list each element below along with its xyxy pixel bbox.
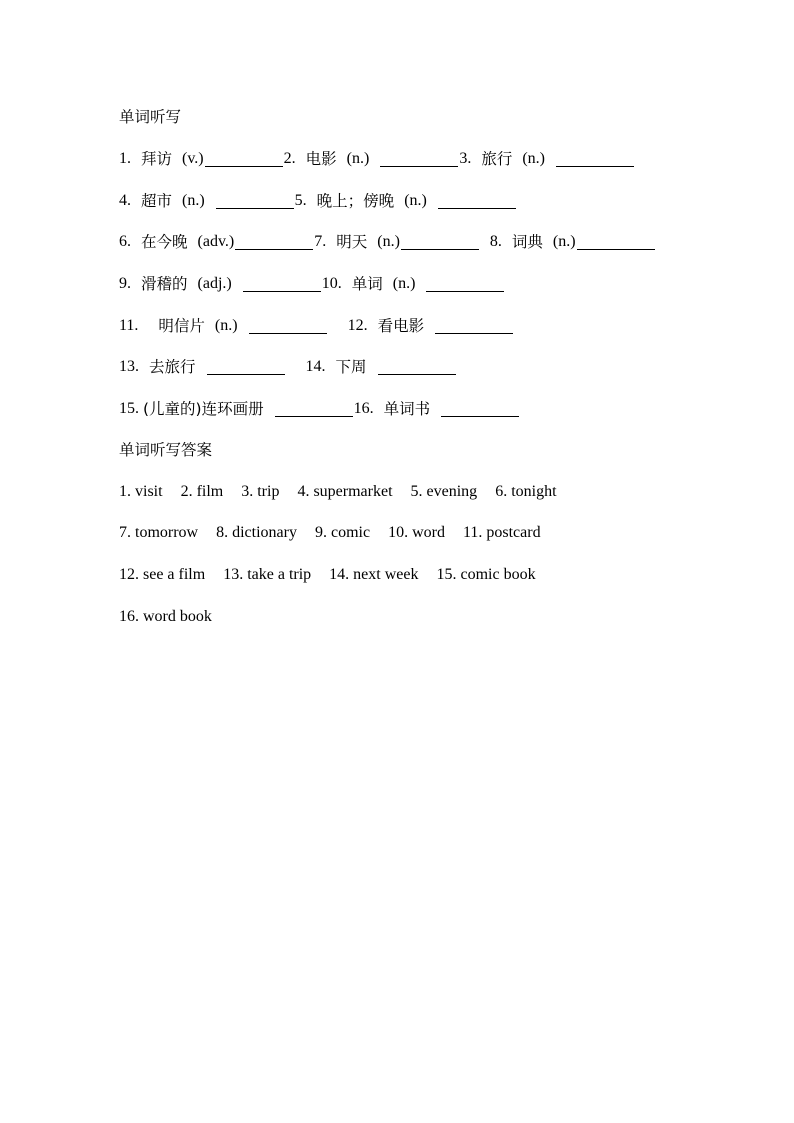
answer-item: 11. postcard: [462, 524, 541, 541]
answer-blank[interactable]: [438, 207, 516, 209]
answer-item: 4. supermarket: [297, 483, 393, 500]
answer-item: 8. dictionary: [216, 524, 297, 541]
item-number: 8.: [489, 233, 502, 250]
answer-item: 9. comic: [314, 524, 371, 541]
item-pos: (n.): [214, 317, 238, 334]
answer-item: 2. film: [180, 483, 224, 500]
item-number: 6.: [119, 233, 131, 250]
item-chinese: 超市: [141, 192, 173, 210]
answer-row-2: [119, 522, 541, 544]
answer-item: 3. trip: [241, 483, 280, 500]
item-pos: (n.): [522, 150, 545, 167]
item-pos: (n.): [182, 192, 205, 209]
item-number: 16.: [353, 400, 374, 417]
item-chinese: 明信片: [158, 317, 205, 335]
answer-blank[interactable]: [556, 165, 634, 167]
answer-row-3: [119, 564, 536, 586]
answer-item: 5. evening: [410, 483, 478, 500]
item-chinese: 单词: [351, 275, 383, 293]
item-number: 2.: [283, 150, 296, 167]
item-number: 13.: [119, 358, 139, 375]
answer-title: 单词听写答案: [119, 441, 213, 459]
item-chinese: 旅行: [481, 150, 513, 168]
dictation-row-3: [119, 231, 656, 253]
item-chinese: 晚上；傍晚: [316, 192, 395, 210]
item-chinese: 词典: [511, 233, 543, 251]
item-number: 12.: [347, 317, 368, 334]
dictation-row-7: [119, 398, 520, 420]
item-number: 1.: [119, 150, 131, 167]
answer-row-4: [119, 606, 212, 628]
item-pos: (n.): [404, 192, 427, 209]
answer-blank[interactable]: [441, 415, 519, 417]
item-number: 10.: [321, 275, 342, 292]
answer-blank[interactable]: [426, 290, 504, 292]
item-chinese: 看电影: [377, 317, 425, 335]
section-title: 单词听写: [119, 108, 182, 126]
answer-item: 10. word: [388, 524, 445, 541]
dictation-row-4: [119, 273, 505, 295]
answer-blank[interactable]: [380, 165, 458, 167]
item-chinese: 电影: [305, 150, 337, 168]
dictation-row-6: [119, 356, 457, 378]
answer-blank[interactable]: [216, 207, 294, 209]
item-number: 14.: [305, 358, 326, 375]
answer-blank[interactable]: [401, 248, 479, 250]
item-number: 5.: [294, 192, 307, 209]
answer-item: 1. visit: [119, 483, 163, 500]
dictation-row-2: [119, 190, 517, 212]
item-pos: (adj.): [197, 275, 232, 292]
answer-item: 6. tonight: [495, 483, 557, 500]
answer-blank[interactable]: [577, 248, 655, 250]
answer-blank[interactable]: [243, 290, 321, 292]
item-chinese: 下周: [335, 358, 367, 376]
dictation-row-1: [119, 148, 635, 170]
item-chinese: 单词书: [383, 400, 431, 418]
answer-row-1: [119, 481, 557, 503]
answer-item: 7. tomorrow: [119, 524, 199, 541]
answer-item: 12. see a film: [119, 566, 206, 583]
dictation-row-5: [119, 315, 514, 337]
item-pos: (n.): [346, 150, 370, 167]
item-pos: (v.): [182, 150, 204, 167]
item-number: 7.: [314, 233, 327, 250]
item-chinese: (儿童的)连环画册: [143, 400, 264, 418]
item-pos: (n.): [552, 233, 576, 250]
item-number: 9.: [119, 275, 131, 292]
answer-item: 13. take a trip: [223, 566, 312, 583]
item-chinese: 滑稽的: [141, 275, 188, 293]
answer-blank[interactable]: [275, 415, 353, 417]
item-number: 11.: [119, 317, 139, 334]
item-chinese: 拜访: [141, 150, 173, 168]
answer-blank[interactable]: [435, 332, 513, 334]
answer-item: 15. comic book: [436, 566, 536, 583]
item-chinese: 明天: [336, 233, 368, 251]
answer-item: 16. word book: [119, 608, 212, 625]
answer-blank[interactable]: [207, 373, 285, 375]
item-number: 15.: [119, 400, 139, 417]
answer-item: 14. next week: [329, 566, 419, 583]
item-pos: (adv.): [197, 233, 235, 250]
answer-blank[interactable]: [249, 332, 327, 334]
answer-blank[interactable]: [378, 373, 456, 375]
item-chinese: 在今晚: [141, 233, 188, 251]
item-number: 3.: [459, 150, 472, 167]
answer-blank[interactable]: [235, 248, 313, 250]
answer-blank[interactable]: [205, 165, 283, 167]
item-pos: (n.): [392, 275, 416, 292]
item-pos: (n.): [377, 233, 400, 250]
item-number: 4.: [119, 192, 131, 209]
item-chinese: 去旅行: [149, 358, 196, 376]
